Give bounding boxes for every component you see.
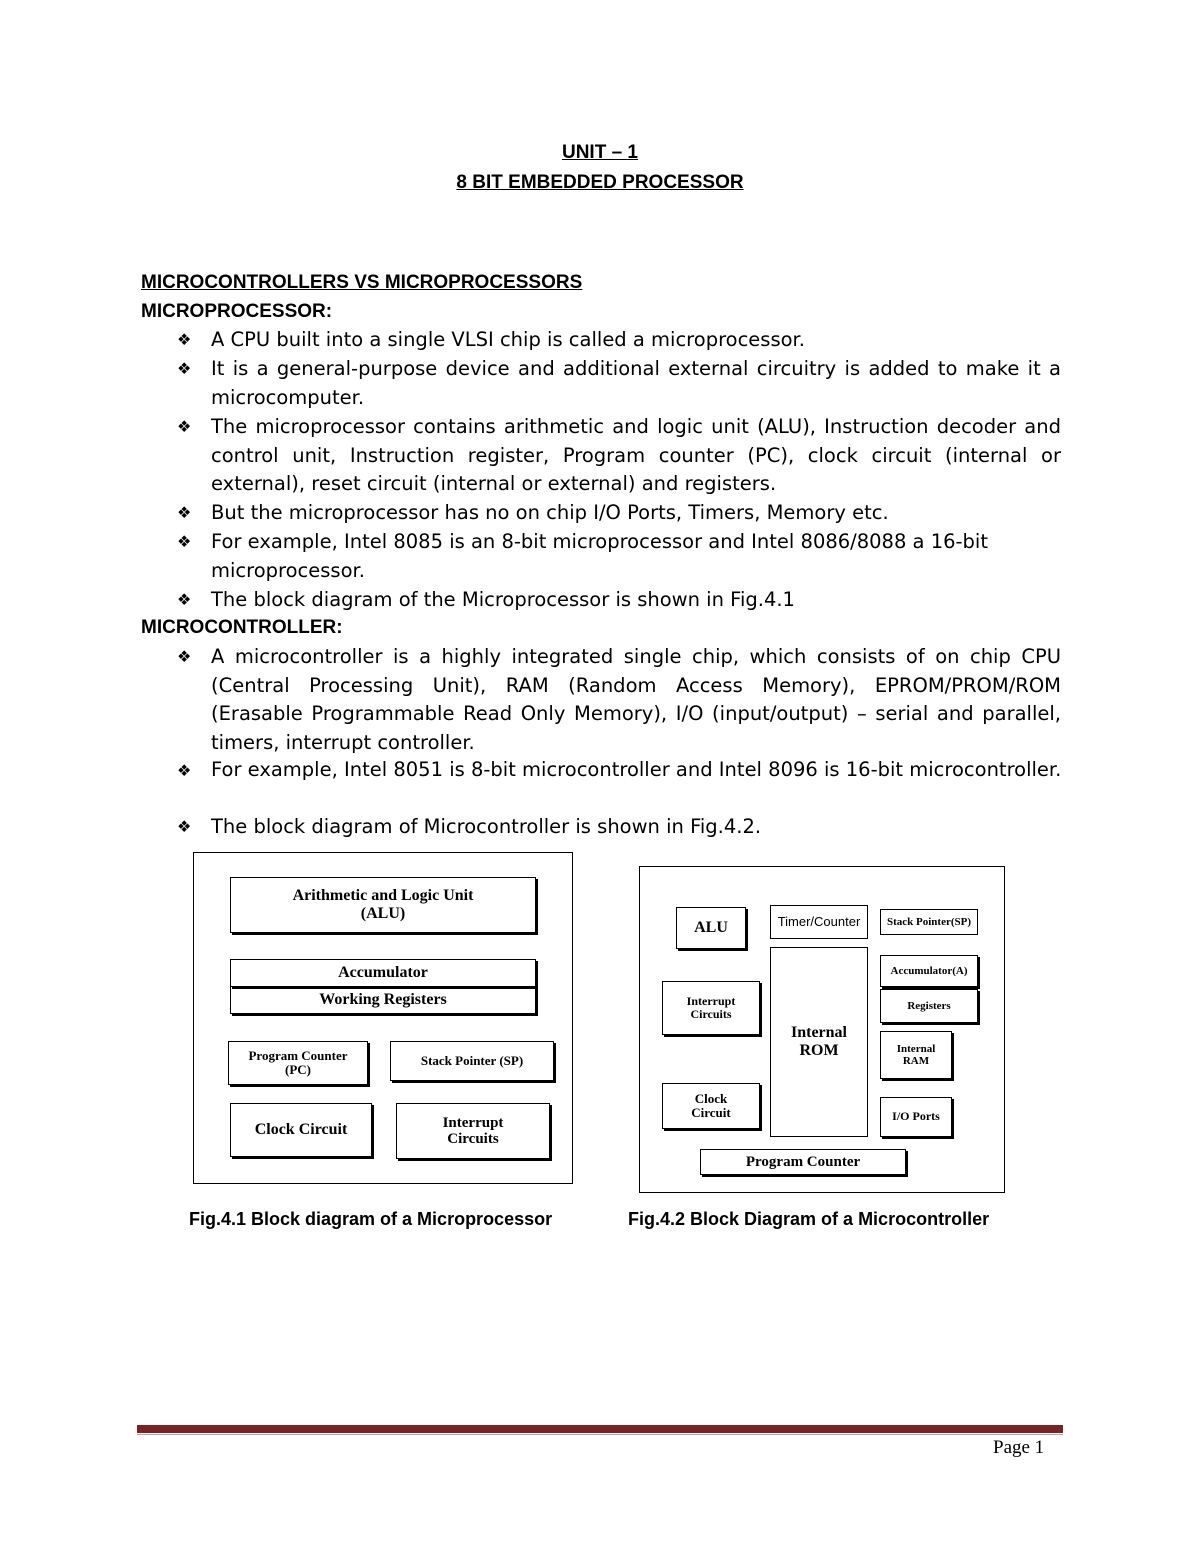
stack-pointer-block: Stack Pointer (SP) bbox=[390, 1041, 554, 1081]
working-registers-block: Working Registers bbox=[230, 986, 536, 1014]
list-item bbox=[141, 499, 1061, 528]
diamond-bullet-icon: ❖ bbox=[177, 532, 192, 551]
unit-title: UNIT – 1 bbox=[561, 142, 639, 163]
list-item bbox=[141, 528, 1061, 585]
diamond-bullet-icon: ❖ bbox=[177, 817, 192, 836]
registers-block: Registers bbox=[880, 989, 978, 1023]
bullet-text: The microprocessor contains arithmetic and logic unit (ALU), Instruction decoder and control unit, Instruction register, Program counter (PC), clock circuit (internal or external), reset circuit (internal or external) and registers. bbox=[211, 415, 1061, 496]
list-item bbox=[141, 643, 1061, 758]
alu-block: Arithmetic and Logic Unit (ALU) bbox=[230, 877, 536, 933]
list-item bbox=[141, 413, 1061, 499]
accumulator-block: Accumulator(A) bbox=[880, 955, 978, 987]
page-number: Page 1 bbox=[993, 1437, 1045, 1458]
list-item bbox=[141, 326, 1061, 355]
alu-block: ALU bbox=[676, 907, 746, 949]
diamond-bullet-icon: ❖ bbox=[177, 647, 192, 666]
clock-circuit-block: Clock Circuit bbox=[662, 1083, 760, 1129]
bullet-text: The block diagram of the Microprocessor is shown in Fig.4.1 bbox=[211, 588, 795, 611]
footer-divider bbox=[137, 1425, 1063, 1433]
timer-counter-block: Timer/Counter bbox=[770, 905, 868, 939]
diamond-bullet-icon: ❖ bbox=[177, 503, 192, 522]
microprocessor-block-diagram bbox=[193, 852, 573, 1184]
diamond-bullet-icon: ❖ bbox=[177, 590, 192, 609]
bullet-text: A CPU built into a single VLSI chip is called a microprocessor. bbox=[211, 328, 805, 351]
fig2-caption: Fig.4.2 Block Diagram of a Microcontroller bbox=[628, 1209, 990, 1229]
footer-underline bbox=[137, 1434, 1063, 1435]
microprocessor-heading: MICROPROCESSOR: bbox=[141, 301, 333, 322]
clock-circuit-block: Clock Circuit bbox=[230, 1103, 372, 1157]
bullet-text: A microcontroller is a highly integrated single chip, which consists of on chip CPU (Central Processing Unit), RAM (Random Access Memory), EPROM/PROM/ROM (Erasable Programmable Read Only Memory), I/O (input/output) – serial and parallel, timers, interrupt controller. bbox=[211, 645, 1061, 755]
list-item bbox=[141, 355, 1061, 412]
section-heading: MICROCONTROLLERS VS MICROPROCESSORS bbox=[141, 272, 583, 293]
bullet-text: It is a general-purpose device and additional external circuitry is added to make it a microcomputer. bbox=[211, 357, 1061, 409]
bullet-text: For example, Intel 8085 is an 8-bit microprocessor and Intel 8086/8088 a 16-bit microprocessor. bbox=[211, 530, 989, 582]
list-item bbox=[141, 813, 1061, 842]
fig1-caption: Fig.4.1 Block diagram of a Microprocessor bbox=[189, 1209, 553, 1229]
stack-pointer-block: Stack Pointer(SP) bbox=[880, 909, 978, 935]
bullet-text: The block diagram of Microcontroller is shown in Fig.4.2. bbox=[211, 815, 762, 838]
diamond-bullet-icon: ❖ bbox=[177, 417, 192, 436]
interrupt-circuits-block: Interrupt Circuits bbox=[396, 1103, 550, 1159]
io-ports-block: I/O Ports bbox=[880, 1097, 952, 1137]
diamond-bullet-icon: ❖ bbox=[177, 761, 192, 780]
microcontroller-block-diagram bbox=[639, 866, 1005, 1193]
unit-subtitle: 8 BIT EMBEDDED PROCESSOR bbox=[456, 172, 744, 193]
internal-ram-block: Internal RAM bbox=[880, 1031, 952, 1079]
internal-rom-block: Internal ROM bbox=[770, 947, 868, 1137]
interrupt-circuits-block: Interrupt Circuits bbox=[662, 981, 760, 1035]
accumulator-block: Accumulator bbox=[230, 959, 536, 987]
diamond-bullet-icon: ❖ bbox=[177, 330, 192, 349]
diamond-bullet-icon: ❖ bbox=[177, 359, 192, 378]
bullet-text: For example, Intel 8051 is 8-bit microcontroller and Intel 8096 is 16-bit microcontroller. bbox=[211, 758, 1062, 781]
list-item bbox=[141, 586, 1061, 615]
list-item bbox=[141, 757, 1094, 783]
bullet-text: But the microprocessor has no on chip I/O Ports, Timers, Memory etc. bbox=[211, 501, 889, 524]
microcontroller-heading: MICROCONTROLLER: bbox=[141, 617, 343, 638]
program-counter-block: Program Counter (PC) bbox=[228, 1041, 368, 1085]
program-counter-block: Program Counter bbox=[700, 1149, 906, 1175]
